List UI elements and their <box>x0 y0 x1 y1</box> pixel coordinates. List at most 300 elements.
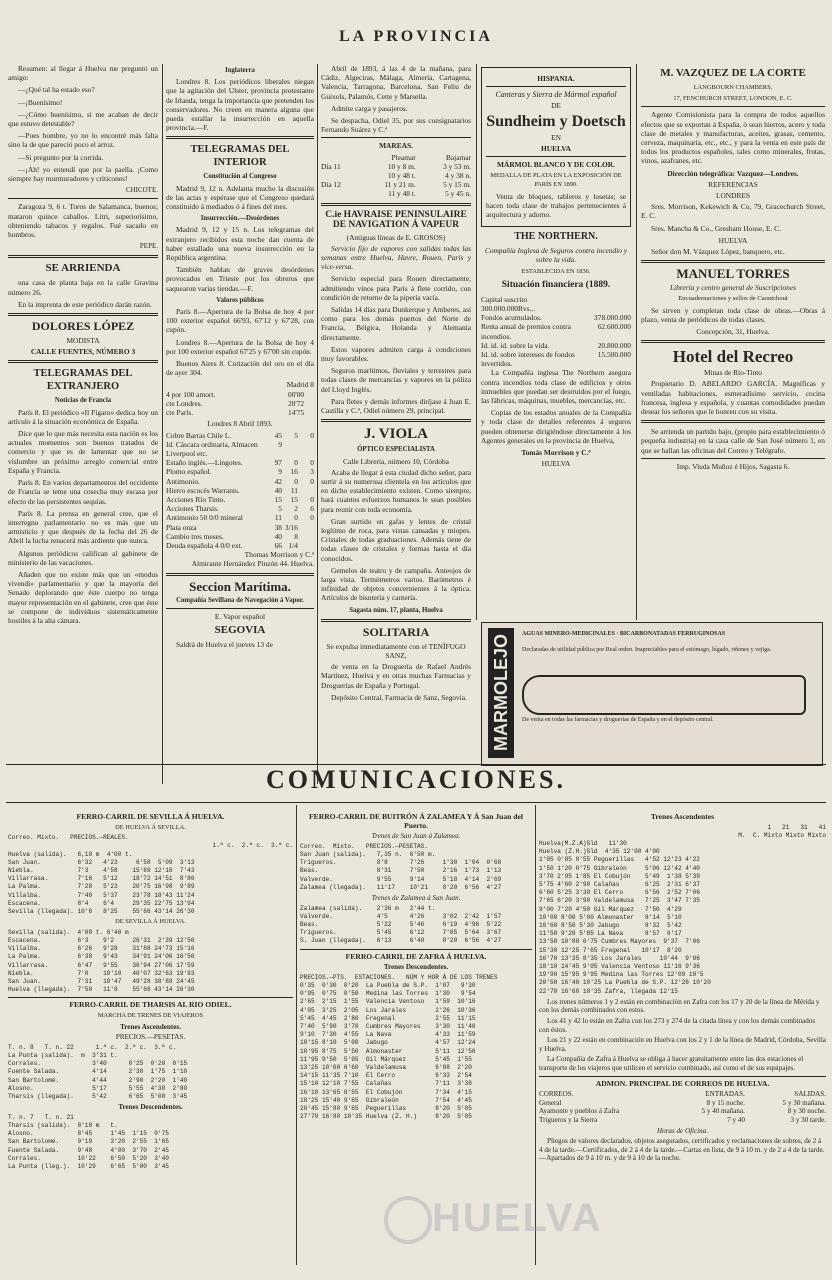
text-paragraph: Sres. Morrison, Kekewich & Co, 79, Gracechurch Street, E. C. <box>641 202 825 221</box>
table-cell <box>298 486 314 495</box>
divider <box>486 156 626 157</box>
table-cell: 15.500.000 <box>597 350 631 360</box>
divider <box>641 106 825 107</box>
column-rule <box>296 805 297 1265</box>
divider <box>641 340 825 343</box>
table-cell: Bajamar <box>445 152 471 162</box>
railway-header: M. C. Mixto Mixto Mixto <box>738 831 826 839</box>
timetable-row: Beas. 5'22 5'46 6'19 4'96 5'22 <box>300 921 502 928</box>
railway-title: FERRO-CARRIL DE THARSIS AL RIO ODIEL. <box>69 1000 232 1010</box>
company-subtitle: (Antiguas líneas de E. GROSOS) <box>346 232 446 242</box>
solitaria-subtitle: Se expulsa inmediatamente con el TENÍFUGO SANZ, <box>326 641 466 660</box>
table-cell: 0 <box>310 458 314 468</box>
table-cell: 9 <box>278 439 282 449</box>
railway-subtitle: MARCHA DE TRENES DE VIAJEROS <box>97 1012 204 1020</box>
timetable-row: 9'00 7'20 4'50 Gil Márquez 7'50 4'29 <box>539 905 686 913</box>
table-cell: Fondos acumulados. <box>481 313 542 323</box>
column-1 <box>8 64 158 764</box>
correos-row <box>539 1090 826 1099</box>
timetable-row: 22'70 16'60 10'35 Zafra, llegada 12'15 <box>539 987 686 995</box>
railway-subtitle: Trenes Descendentes. <box>118 1103 183 1112</box>
table-cell: 11 y 48 t. <box>388 189 416 199</box>
marmolejo-text-3: De venta en todas las farmacias y droguerías de España y en el depósito central. <box>522 717 714 723</box>
timetable-row: Alosno. 8'45 1'45 1'15 0'75 <box>8 1130 169 1138</box>
text-paragraph: Agente Comisionista para la compra de todos aquellos efectos que se exportan á España, ó sean hierros, acero y toda clase de metales y manufacturas, aceites, grasas, cemento, cerveza, maquinaria, etc., etc., y para la venta en este país de todos los productos españoles, tales como minerales, frutas, vinos, azafranes, etc. <box>641 110 825 166</box>
table-cell: 9 <box>278 467 282 477</box>
divider <box>166 573 314 576</box>
table-cell: 66 <box>274 540 282 550</box>
text-paragraph: —¿Cómo buenísimo, si me acaban de decir que estuvo detestable? <box>8 109 158 129</box>
table-cell: Id. Cáscara ordinaria, Almacen Liverpool etc. <box>166 439 258 458</box>
timetable-row: Sevilla (llegada). 10'6 8'25 55'66 43'14 26'30 <box>8 908 195 916</box>
table-cell: 0 <box>310 513 314 523</box>
timetable-row: 5'75 4'60 2'90 Calañas 6'25 2'31 6'37 <box>539 881 700 889</box>
torres-subtitle: Librería y centro general de Suscripciones <box>669 283 797 293</box>
bottle-icon <box>522 675 806 715</box>
timetable-row: La Palma. 6'38 9'43 34'91 24'06 16'50 <box>8 953 195 961</box>
text-paragraph: —Pues hombre, yo no lo encontré más falta sino la de que pareció poco el arroz. <box>8 131 158 150</box>
table-cell: 8 y 15 noche. <box>706 1098 745 1107</box>
railway-prices: PRECIOS.—PESETAS. <box>115 1033 186 1042</box>
text-paragraph: Los trenes números 1 y 2 están en combinación en Zafra con los 17 y 20 de la línea de Mérida y con los demás combinados con estos. <box>539 997 820 1015</box>
timetable-row: Niebla. 7'0 10'10 40'07 32'63 19'93 <box>8 969 195 977</box>
railway-subtitle: DE HUELVA Á SEVILLA. <box>115 823 186 831</box>
table-cell: 0 <box>310 476 314 486</box>
text-paragraph: Admite carga y pasajeros. <box>331 103 408 113</box>
table-cell <box>298 440 314 458</box>
table-cell: 8 y 30 noche. <box>787 1107 826 1116</box>
divider <box>8 198 158 199</box>
table-cell: cte París. <box>166 408 194 418</box>
text-paragraph: Venta de bloques, tableros y losetas; se hacen toda clase de trabajos pertenecientes á arquitectura y adorno. <box>486 191 626 220</box>
table-cell: ENTRADAS. <box>705 1090 745 1099</box>
table-cell <box>298 523 314 532</box>
timetable <box>300 905 532 946</box>
table-cell: 14'75 <box>288 408 305 418</box>
timetable-row: Huelva (salida). 6,10 m 4'00 t. <box>8 850 133 858</box>
timetable-row: Zalamea (salida). 2'36 m 2'44 t. <box>300 904 436 912</box>
column-rule <box>162 64 163 784</box>
divider <box>8 255 158 258</box>
divider <box>486 86 626 87</box>
table-cell: Acciones Tharsis. <box>166 504 219 514</box>
timetable-row: Trigueros. 5'45 6'12 7'05 5'64 3'67 <box>300 929 502 937</box>
table-cell: 97 <box>274 458 282 468</box>
text-paragraph: Algunos periódicos califican al gabinete de ministerio de las vacaciones. <box>8 548 158 567</box>
text-paragraph: La Compañía inglesa The Northern asegura contra incendios toda clase de edificios y otros inmuebles que puedan ser destruidos por el fuego, las fábricas, máquinas, muebles, mercancías, etc. <box>481 368 631 406</box>
timetable-row: 3'70 2'95 1'85 El Cobujón 5'49 1'38 5'39 <box>539 872 700 880</box>
table-cell: 16 <box>290 467 298 477</box>
northern-title: THE NORTHERN. <box>514 231 598 243</box>
torres-address: Concepción, 31, Huelva. <box>696 327 770 337</box>
table-cell <box>298 532 314 541</box>
railway-header: Correo. Mixto. PRECIOS.—REALES. <box>8 834 129 842</box>
office-hours-heading: Horas de Oficina. <box>656 1126 709 1135</box>
text-paragraph: Seguros marítimos, fluviales y terrestres para todas clases de mercancías y vapores en la póliza del Lloyd Inglés. <box>321 366 471 394</box>
table-cell: 3 y 30 tarde. <box>790 1115 826 1124</box>
railway-subtitle: Trenes de Zalamea á San Juan. <box>371 894 461 902</box>
page-title: LA PROVINCIA <box>339 28 493 45</box>
timetable-row: San Juan. 7'31 10'47 49'28 38'88 24'45 <box>8 978 195 986</box>
column-5 <box>641 64 825 620</box>
text-paragraph: Señor don M. Vázquez López, banquero, etc. <box>651 247 785 257</box>
table-cell: Id. id. id. sobre la vida. <box>481 340 550 350</box>
table-cell: Día 11 <box>321 161 341 171</box>
table-cell: 28'72 <box>288 398 305 408</box>
viola-address: Calle Librería, número 10, Córdoba <box>343 456 449 466</box>
table-cell: 00'00 <box>288 389 305 399</box>
table-cell: 40 <box>274 485 282 495</box>
divider <box>321 203 471 206</box>
table-cell: cte Londres. <box>166 398 203 408</box>
signature: CHICOTE. <box>125 186 158 195</box>
correos-row <box>539 1099 826 1108</box>
railway-subtitle: DE SEVILLA Á HUELVA. <box>115 918 186 926</box>
text-paragraph: Sres. Mancha & Co., Gresham House, E. C. <box>651 223 781 233</box>
table-cell: General <box>539 1098 562 1107</box>
table-cell <box>282 440 298 458</box>
timetable-row: 10'95 8'75 5'50 Almonaster 5'11 12'56 <box>300 1047 476 1055</box>
viola-address-2: Sagasta núm. 17, planta, Huelva <box>349 606 443 614</box>
text-paragraph: Los 21 y 22 están en combinación en Huelva con los 2 y 1 de la línea de Madrid, Córdoba, Sevilla y Huelva. <box>539 1036 826 1053</box>
timetable-row: Niebla. 7'3 4'58 15'69 12'16 7'43 <box>8 867 195 874</box>
timetable-row: Sevilla (salida). 4'00 t. 6'40 m <box>8 928 129 936</box>
metal-row <box>166 513 314 522</box>
table-cell: 15 <box>290 494 298 504</box>
timetable-row: 13'25 10'60 6'60 Valdelamusa 6'08 2'20 <box>300 1064 472 1072</box>
text-paragraph: Madrid 9, 12 y 15 n. Los telegramas del extranjero recibidos esta noche dan cuenta de haber estallado una nueva insurrección en la República argentina. <box>166 225 314 263</box>
timetable-row: Alosno. 5'17 5'55 4'30 2'80 <box>8 1084 188 1092</box>
timetable-row: 16'10 13'65 8'55 El Cobujón 7'34 4'15 <box>300 1088 472 1096</box>
text-paragraph: Depósito Central, Farmacia de Sanz, Segovia. <box>331 692 467 702</box>
column-rule <box>317 64 318 784</box>
quotes-heading: Madrid 8 <box>286 380 314 390</box>
table-cell <box>304 390 314 399</box>
financial-row <box>481 350 631 368</box>
quotes-table <box>166 390 314 418</box>
correos-row <box>539 1116 826 1125</box>
table-cell: Deuda española 4 0/0 ext. <box>166 540 243 550</box>
table-cell: SALIDAS. <box>794 1090 826 1099</box>
timetable-row: 7'40 5'90 3'70 Cumbres Mayores 3'30 11'40 <box>300 1023 476 1031</box>
torres-name: MANUEL TORRES <box>676 266 790 282</box>
timetable-row: 15'30 12'25 7'65 Fregenal 10'17 8'20 <box>539 946 686 954</box>
railway-header: PRECIOS.—PTS. ESTACIONES. NÚM Y HOR Á DE LOS TRENES <box>300 973 498 981</box>
signature: Thomas Morrison y C.ª <box>244 550 314 560</box>
table-cell: 0 <box>310 494 314 504</box>
text-paragraph: —Si pregunto por la corrida. <box>18 152 104 162</box>
timetable-row: Trigueros. 8'8 7'26 1'30 1'04 0'68 <box>300 859 502 867</box>
timetable-row: 19'90 15'95 9'95 Medina las Torres 12'09 10'5 <box>539 971 704 979</box>
timetable-row: 10'00 8'00 5'00 Almonaster 8'14 5'10 <box>539 913 686 921</box>
table-cell: 4 y 38 n. <box>445 171 471 181</box>
timetable-row: 20'45 15'80 9'65 Peguerillas 8'20 5'05 <box>300 1105 472 1113</box>
table-cell: Trigueros y la Sierra <box>539 1115 598 1124</box>
mareas-title: MAREAS. <box>379 141 413 151</box>
section-heading: TELEGRAMAS DEL EXTRANJERO <box>33 368 133 393</box>
table-cell: 3/16 <box>284 522 298 532</box>
timetable-row: Beas. 8'31 7'50 2'16 1'73 1'13 <box>300 867 502 875</box>
table-cell: 8 <box>294 531 298 541</box>
metal-row <box>166 440 314 458</box>
hispania-title: HISPANIA. <box>537 74 575 83</box>
quote-row <box>166 408 314 417</box>
signature-address: Almirante Hernández Pinzón 44. Huelva. <box>191 559 314 569</box>
huelva-heading: HUELVA <box>718 235 748 245</box>
text-paragraph: Se arrienda un partido bajo, (propio para establecimiento ó pequeña industria) en la casa calle de San José número 1, en que se hallan las oficinas del Correo y Telégrafo. <box>641 427 825 455</box>
table-cell: 4 por 100 amort. <box>166 389 216 399</box>
table-cell: Ayamonte y pueblos á Zafra <box>539 1107 620 1116</box>
quote-row <box>166 390 314 399</box>
timetable-row: Corrales. 10'22 6'50 5'20 3'40 <box>8 1154 169 1162</box>
timetable-row: 11'50 9'20 5'85 La Nava 8'57 6'17 <box>539 930 686 938</box>
metal-row <box>166 495 314 504</box>
table-cell: Plomo español. <box>166 467 212 477</box>
company-title: C.ie HAVRAISE PENINSULAIRE DE NAVIGATION Á VAPEUR <box>325 209 467 230</box>
financial-row <box>481 322 631 340</box>
table-cell: Hierro escocés Warrants. <box>166 485 240 495</box>
en-label: EN <box>551 132 561 142</box>
table-cell: 42 <box>274 476 282 486</box>
text-paragraph: También hablan de graves desórdenes provocados en Trieste por los obreros que saquearon varias tiendas.—F. <box>166 265 314 293</box>
marmolejo-title: MARMOLEJO <box>488 628 514 758</box>
marble-label: MÁRMOL BLANCO Y DE COLOR. <box>497 160 615 170</box>
timetable-row: Escacena. 8'4 6'4 29'35 22'75 13'94 <box>8 899 195 907</box>
table-cell: 3 y 53 m. <box>443 161 471 171</box>
metals-table <box>166 431 314 551</box>
table-cell: 7 y 40 <box>727 1115 745 1124</box>
marea-row <box>321 153 471 162</box>
text-paragraph: Servicio fijo de vapores con salidas todas las semanas entre Huelva, Havre, Rouen, París y vice-versa. <box>321 243 471 272</box>
table-cell: 378.000.000 <box>594 313 631 323</box>
metal-row <box>166 523 314 532</box>
hotel-location: Minas de Río-Tinto <box>703 368 763 378</box>
column-3 <box>321 64 471 764</box>
text-paragraph: Dice que lo que más necesita esta nación es los actuales momentos son buenos tratados de comercio y que es de lamentar que no se vislumbre un próximo arreglo comercial entre España y Francia. <box>8 429 158 475</box>
metal-row <box>166 467 314 476</box>
marmolejo-text-2: Declaradas de utilidad pública por Real orden. Inapreciables para el estómago, hígado, riñones y vejiga. <box>522 647 772 653</box>
metal-row <box>166 431 314 440</box>
quote-row <box>166 399 314 408</box>
quarry-label: Canteras y Sierra de Mármol español <box>495 90 617 100</box>
section-title: COMUNICACIONES. <box>266 765 566 794</box>
timetable-row: 18'10 14'45 9'05 Valencia Ventoso 11'16 9'36 <box>539 963 704 971</box>
marea-row <box>321 189 471 198</box>
timetable-row: 10'15 8'10 5'00 Jabugo 4'57 12'24 <box>300 1039 476 1047</box>
marmolejo-text-1: AGUAS MINERO-MEDICINALES · BICARBONATADAS FERRUGINOSAS <box>522 631 726 637</box>
medal-label: MEDALLA DE PLATA EN LA EXPOSICIÓN DE PARÍS EN 1890. <box>490 172 622 189</box>
firm-name: Sundheim y Doetsch <box>486 112 626 130</box>
table-cell: 45 <box>274 430 282 440</box>
table-cell: 0 <box>294 513 298 523</box>
railway-subtitle: Trenes Descendentes. <box>383 963 449 972</box>
text-paragraph: Salidas 14 días para Dunkerque y Amberes, así como para los demás puertos del Norte de Francia, Bélgica, Holanda y Alemania directamente. <box>321 305 471 342</box>
timetable <box>8 851 293 917</box>
table-cell <box>321 171 360 180</box>
timetable-row: 13'50 10'80 6'75 Cumbres Mayores 9'37 7'06 <box>539 938 704 946</box>
text-paragraph: —¿Qué tal ha estado eso? <box>18 85 95 95</box>
telegraph-address: Dirección telegráfica: Vazquez—Londres. <box>667 168 799 178</box>
agent-name: M. VAZQUEZ DE LA CORTE <box>660 67 806 79</box>
text-paragraph: París 8. En varios departamentos del occidente de Francia se teme una cosecha muy escasa por efecto de las persistentes sequías. <box>8 478 158 506</box>
text-paragraph: una casa de planta baja en la calle Gravina número 26. <box>8 278 158 297</box>
text-paragraph: Madrid 9, 12 n. Adelanta mucho la discusión de las actas y espérase que el Congreso quedará constituido á mediados ó á fines del mes. <box>166 183 314 212</box>
table-cell: Cambio tres meses. <box>166 531 224 541</box>
hotel-name: Hotel del Recreo <box>672 347 794 367</box>
table-cell: 1/4 <box>288 540 298 550</box>
divider <box>8 313 158 316</box>
printer-imprint: Imp. Viuda Muñoz é Hijos, Sagasta 6. <box>676 461 790 471</box>
railway-classes: 1.ª c. 2.ª c. 3.ª c. <box>212 842 293 850</box>
table-cell: Día 12 <box>321 180 341 190</box>
timetable <box>8 1122 293 1171</box>
table-cell: 62.600.000 <box>597 322 631 332</box>
timetable-row: 0'95 0'75 0'50 Medina las Torres 1'30 9'54 <box>300 990 476 998</box>
timetable-row: La Punta (lleg.). 10'29 6'65 5'00 3'45 <box>8 1163 169 1171</box>
text-paragraph: París 8. La prensa en general cree, que el interregno parlamentario no es más que un armisticio y que después de la fecha del 26 de Abril la lucha renacerá más ardiente que nunca. <box>8 508 158 546</box>
timetable-row: San Bartolomé. 4'44 2'90 2'20 1'40 <box>8 1076 188 1084</box>
timetable <box>300 851 532 892</box>
text-paragraph: Se sirven y completan toda clase de obras.—Obras á plazo, venta de periódicos de todas clases. <box>641 305 825 324</box>
timetable <box>8 929 293 995</box>
metal-row <box>166 504 314 513</box>
section-subheading: Compañía Sevillana de Navegación á Vapor. <box>176 596 304 604</box>
table-cell: 40 <box>274 531 282 541</box>
timetable <box>8 1052 293 1101</box>
text-paragraph: Buenos Aires 8. Cotización del oro en el día de ayer 304. <box>166 359 314 378</box>
section-subheading: Valores públicos <box>216 296 264 304</box>
london-heading: LONDRES <box>715 191 751 201</box>
section-subheading: Inglaterra <box>225 67 255 74</box>
table-cell: Antimonio 50 0/0 mineral <box>166 513 243 523</box>
column-2 <box>166 64 314 764</box>
vapor-label: E. Vapor español <box>214 611 266 621</box>
ad-address: CALLE FUENTES, NÚMERO 3 <box>30 347 136 357</box>
text-paragraph: Saldrá de Huelva el jueves 13 de <box>176 639 273 649</box>
signature: Tomás Morrison y C.ª <box>521 448 591 458</box>
hispania-ad <box>481 67 631 227</box>
divider <box>300 949 532 950</box>
railway-header: T. n. 7 T. n. 21 <box>8 1113 74 1121</box>
railway-header: T. n. 8 T. n. 22 1.ª c. 2.ª c. 3.ª c. <box>8 1043 177 1051</box>
table-cell: 38 <box>274 522 282 532</box>
text-paragraph: Pliegos de valores declarados, objetos asegurados, certificados y reclamaciones de sobres, de 2 á 4 de la tarde.—Certificados, de 2 á 4 de la tarde.—Cartas en lista, de 9 á 10 m. y de 2 a 4 de la tarde.—Apartados de 9 á 10 m. y de 9 á 10 de la noche. <box>539 1137 825 1163</box>
de-label: DE <box>551 101 561 111</box>
timetable-row: Tharsis (salida). 8'18 m t. <box>8 1122 118 1130</box>
timetable-row: Huelva (llegada). 7'50 11'8 55'66 43'14 26'30 <box>8 986 195 994</box>
table-cell: 11 <box>274 513 282 523</box>
text-paragraph: París 8.—Apertura de la Bolsa de hoy 4 por 100 exterior español 66'93, 67'12 y 67'28, con cupón. <box>166 307 314 335</box>
table-cell: 5 y 40 mañana. <box>701 1107 745 1116</box>
timetable-row: 7'65 6'20 3'90 Valdelamusa 7'25 3'47 7'35 <box>539 897 700 905</box>
table-cell: Pleamar <box>391 152 416 162</box>
marmolejo-ad <box>481 622 823 766</box>
table-cell: 2 <box>294 504 298 514</box>
timetable-row: Valverde. 4'5 4'26 3'02 2'42 1'57 <box>300 912 502 920</box>
text-paragraph: La Compañía de Zafra á Huelva se obliga á hacer gratuitamente entre las dos estaciones el transporte de los viajeros que utilicen el servicio combinado, así como el de sus equipajes. <box>539 1055 804 1073</box>
railway-header: Correo. Mixto. PRECIOS.—PESETAS. <box>300 842 428 850</box>
table-cell: CORREOS. <box>539 1090 574 1099</box>
section-subheading: Insurrección.—Desórdenes <box>200 215 280 223</box>
financial-heading: Situación financiera (1889. <box>501 279 611 290</box>
text-paragraph: Gemelos de teatro y de campaña. Anteojos de larga vista. Termómetros varios. Barómetros é infinidad de objetos concernientes á la óptica. Artículos de bisutería y cantería. <box>321 565 471 603</box>
timetable-row: La Punta (salida). m 3'31 t. <box>8 1052 118 1060</box>
timetable-row: 0'35 0'30 0'20 La Puebla de S.P. 1'07 9'30 <box>300 982 476 989</box>
railway-column-1 <box>8 810 293 1270</box>
correos-title: ADMON. PRINCIPAL DE CORREOS DE HUELVA. <box>595 1078 770 1088</box>
table-cell: Antimonio. <box>166 476 200 486</box>
text-paragraph: Acaba de llegar á esta ciudad dicho señor, para surtir á su numerosa clientela en los artículos que en dicho establecimiento existen. Como siempre, hará cuantos esfuerzos humanos le sean posibles para reunir con toda economía. <box>321 467 471 514</box>
ad-role: MODISTA <box>66 336 100 346</box>
timetable-row: Huelva (Z.H.)Sld 4'35 12'00 4'00 <box>539 848 660 856</box>
railway-title: FERRO-CARRIL DE SEVILLA Á HUELVA. <box>76 812 225 821</box>
divider <box>641 458 825 459</box>
table-cell: 0 <box>294 476 298 486</box>
table-cell <box>304 408 314 417</box>
text-paragraph: Añaden que no existe más que un «modus vivendi» parlamentario y que la mayoría del Senado deplorando que éste cuerpo no tenga mayor representación en el gabinete, cree que éste se compone de individuos sistemáticamente hostiles á la alta cámara. <box>8 569 158 625</box>
timetable <box>539 840 826 996</box>
divider <box>166 136 314 139</box>
railway-title: FERRO-CARRIL DE BUITRÓN Á ZALAMEA Y Á San Juan del Puerto. <box>309 812 523 830</box>
financial-row <box>481 341 631 350</box>
divider <box>6 802 826 803</box>
divider <box>641 260 825 263</box>
table-cell: 6 <box>310 504 314 514</box>
city-label: HUELVA <box>541 143 571 153</box>
correos-row <box>539 1107 826 1116</box>
railway-subtitle: Trenes de San Juan á Zalamea. <box>371 832 461 841</box>
viola-subtitle: ÓPTICO ESPECIALISTA <box>357 446 435 454</box>
metal-row <box>166 477 314 486</box>
timetable-row: 10'60 8'50 5'30 Jabugo 8'32 5'42 <box>539 922 686 930</box>
solitaria-title: SOLITARIA <box>362 624 430 639</box>
timetable-row: Zalamea (llegada). 11'17 10'21 8'20 6'56 4'27 <box>300 883 502 891</box>
established-label: ESTABLECIDA EN 1836. <box>521 267 591 275</box>
northern-subtitle: Compañía Inglesa de Seguros contra incendio y sobre la vida. <box>484 246 628 265</box>
table-cell: Renta anual de premios contra incendios. <box>481 322 571 341</box>
timetable-row: 16'70 13'35 8'35 Los Jarales 10'44 9'06 <box>539 954 704 962</box>
table-cell: 15 <box>274 494 282 504</box>
timetable-row: Huelva(M.Z.A)Sld 11'30 <box>539 840 627 847</box>
text-paragraph: Gran surtido en gafas y lentes de cristal legítimo de roca, para vistas cansadas y miopes. Cristales de todas graduaciones. Además tiene de todas clases de cristales y formas hasta el día conocidos. <box>321 516 471 563</box>
section-subheading: Noticias de Francia <box>54 397 112 405</box>
text-paragraph: Londres 8. Los periódicos liberales niegan que la agitación del Ulster, provincia protestante de Irlanda, tenga la importancia que pretenden los conservadores. No creen en manera alguna que pueda estallar la insurrección en aquella provincia.—F. <box>166 77 314 133</box>
financial-row <box>481 313 631 322</box>
timetable-row: 14'15 11'35 7'10 El Cerro 6'33 2'54 <box>300 1072 472 1080</box>
text-paragraph: —¡Ah! yo entendí que por la paella. ¡Como siempre hay murmuradores y criticones! <box>8 164 158 184</box>
viola-title: J. VIOLA <box>364 426 428 443</box>
divider <box>8 360 158 363</box>
table-cell <box>304 399 314 408</box>
timetable-row: 15'10 12'10 7'55 Calañas 7'11 3'38 <box>300 1080 472 1088</box>
metal-row <box>166 458 314 467</box>
text-paragraph: Los 41 y 42 lo están en Zafra con los 273 y 274 de la citada línea y con los demás combinados con éstos. <box>539 1017 816 1034</box>
table-cell: 11 <box>290 485 298 495</box>
table-cell: 3 <box>310 467 314 477</box>
signature: PEPE. <box>139 242 158 251</box>
mareas-table <box>321 153 471 199</box>
metal-row <box>166 486 314 495</box>
text-paragraph: Se despacha, Odiel 35, por sus consignatarios Fernando Suárez y C.ª <box>321 116 471 135</box>
financial-table <box>481 295 631 369</box>
divider <box>321 619 471 622</box>
railway-title: Trenes Ascendentes <box>650 812 715 821</box>
table-cell: Estaño inglés.—Lingotes. <box>166 458 243 468</box>
ad-name: DOLORES LÓPEZ <box>31 319 135 334</box>
text-paragraph: En la imprenta de este periódico darán razón. <box>18 299 152 309</box>
timetable-row: San Juan. 6'32 4'23 6'58 5'09 3'13 <box>8 858 195 866</box>
agent-address-1: LANGBOURN CHAMBERS, <box>693 84 773 91</box>
